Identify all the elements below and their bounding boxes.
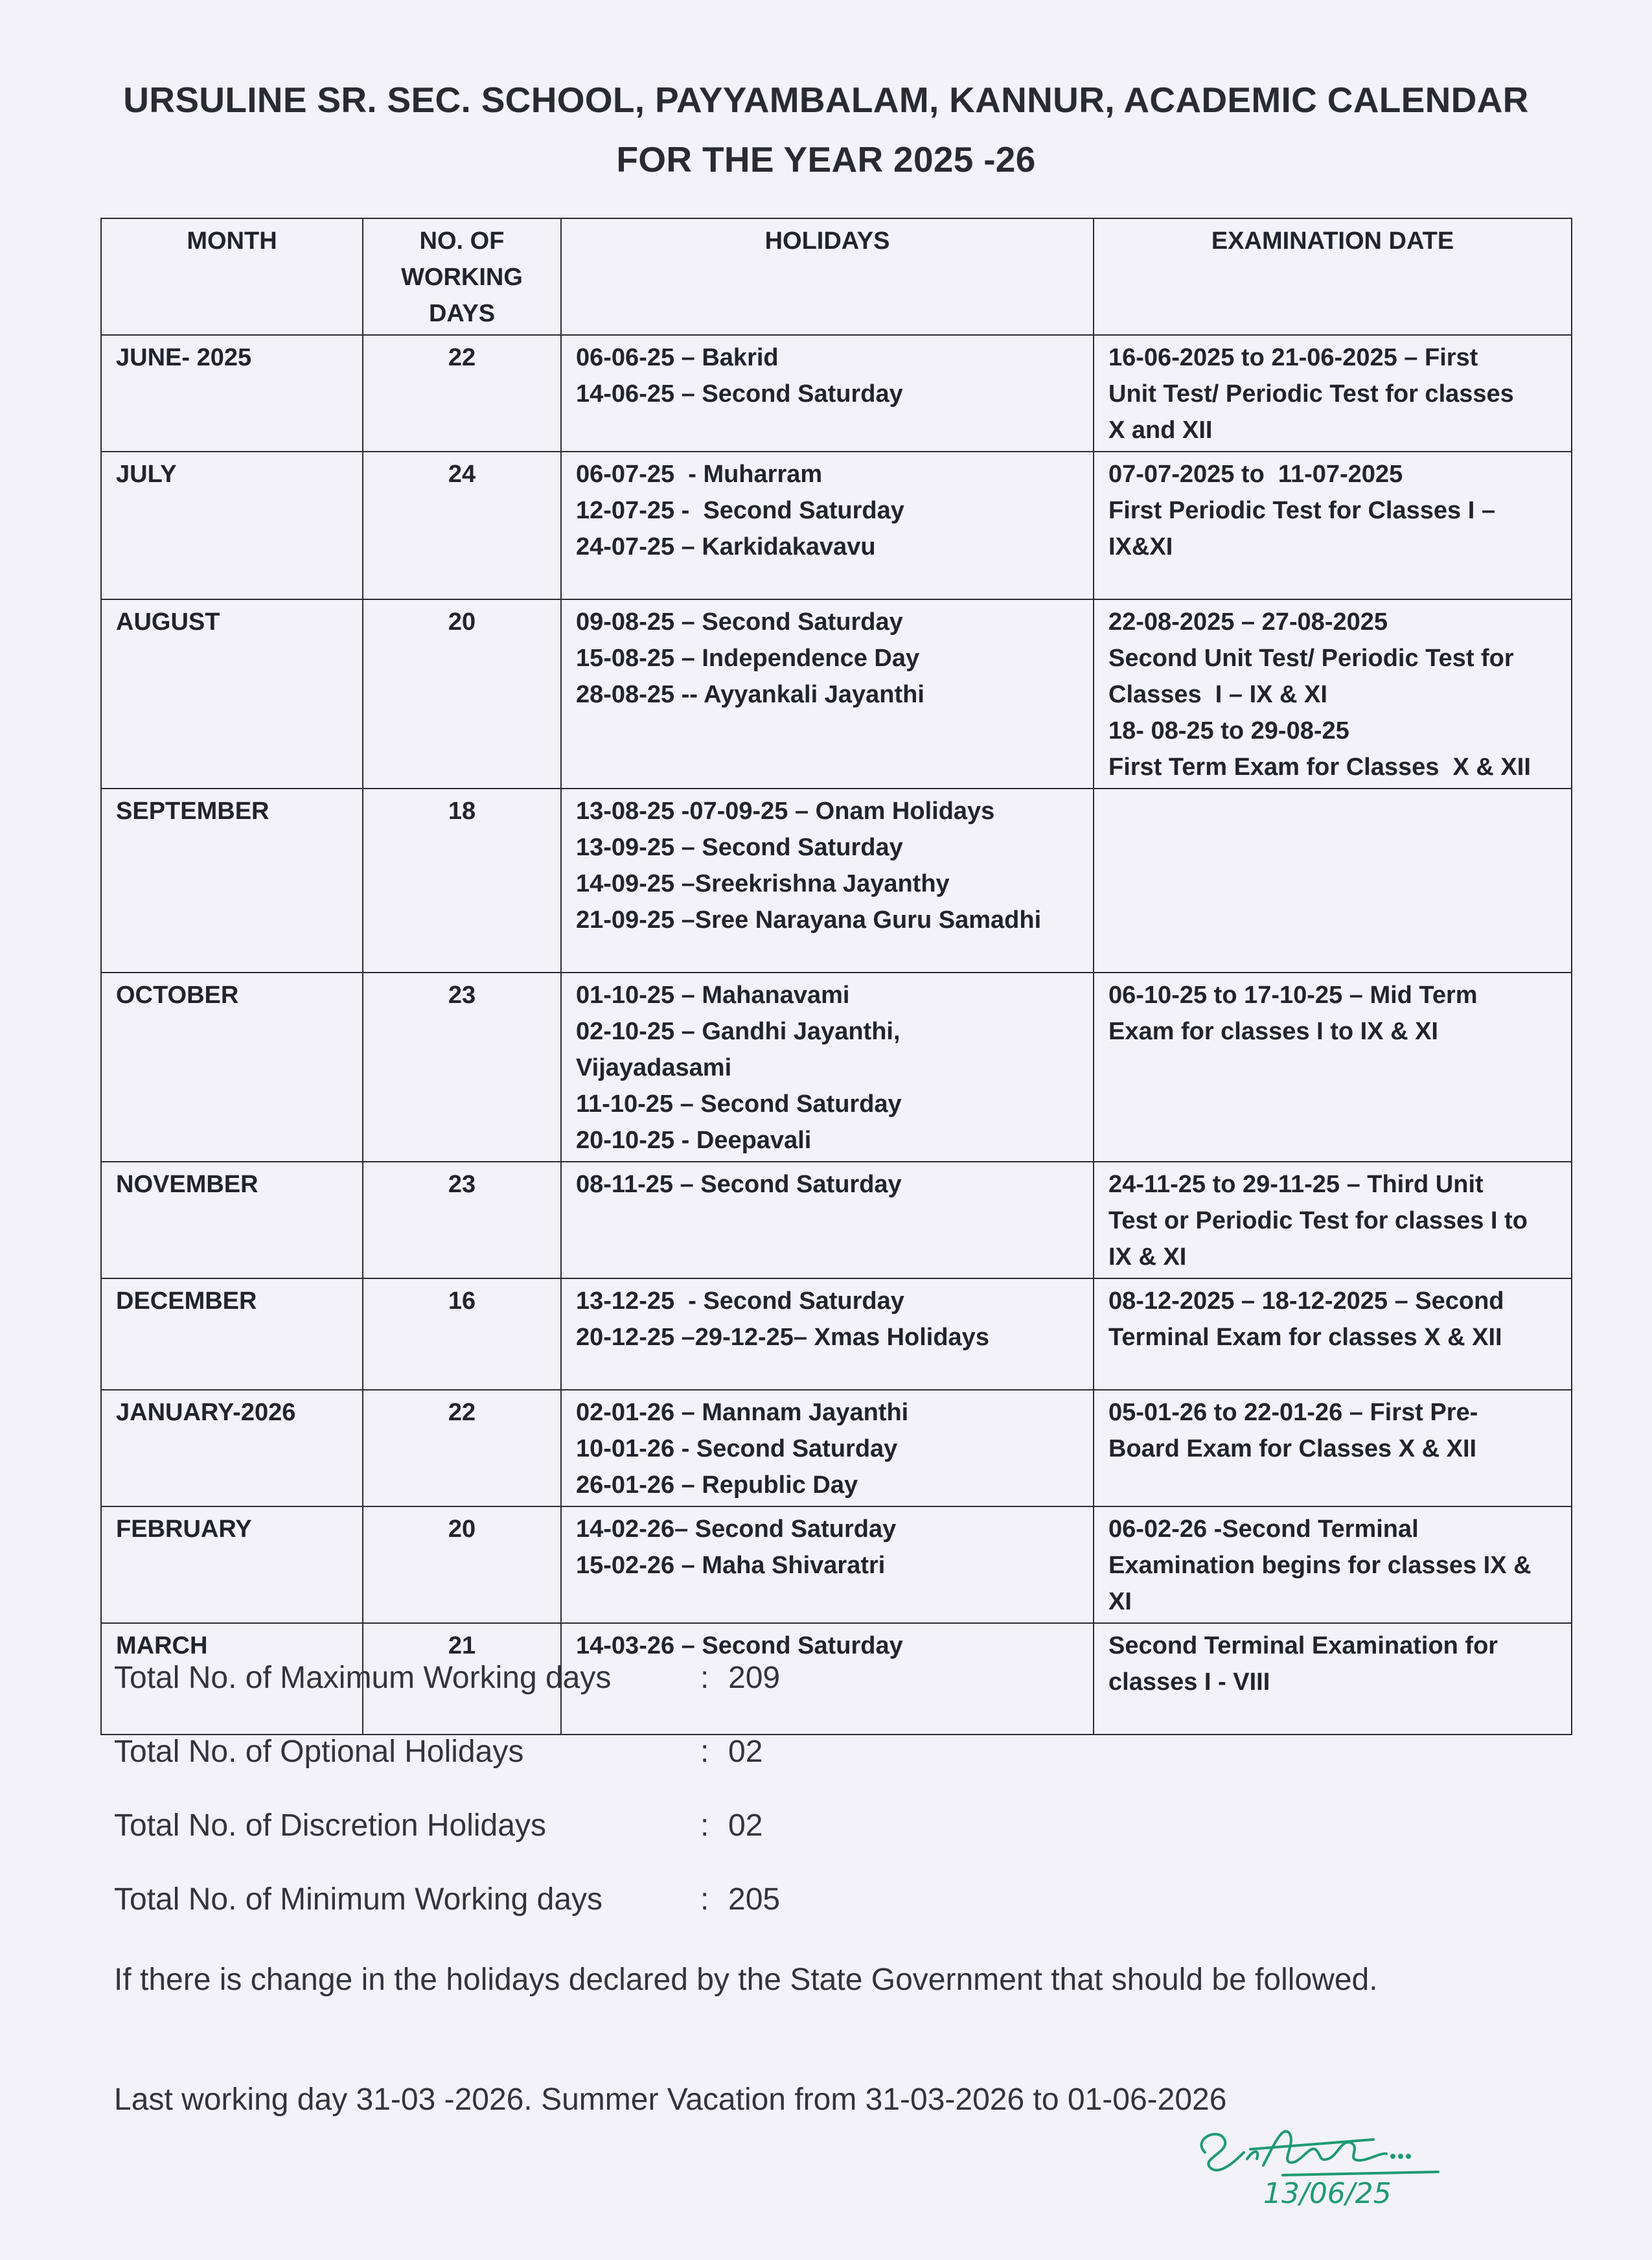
holiday-line: 21-09-25 –Sree Narayana Guru Samadhi <box>576 906 1042 934</box>
holiday-line: 13-09-25 – Second Saturday <box>576 834 903 861</box>
holiday-line: 20-12-25 –29-12-25– Xmas Holidays <box>576 1324 989 1351</box>
table-row <box>101 1278 1572 1390</box>
table-row <box>101 1390 1572 1506</box>
cell-exam-date <box>1094 599 1572 789</box>
holiday-line: 15-02-26 – Maha Shivaratri <box>576 1552 886 1579</box>
exam-line: Terminal Exam for classes X & XII <box>1108 1324 1502 1351</box>
table-row <box>101 1162 1572 1278</box>
cell-working-days: 18 <box>363 789 561 973</box>
holiday-line: 02-01-26 – Mannam Jayanthi <box>576 1399 909 1426</box>
cell-month: JUNE- 2025 <box>101 335 363 452</box>
exam-line: IX & XI <box>1108 1243 1187 1271</box>
holiday-line: 28-08-25 -- Ayyankali Jayanthi <box>576 681 924 708</box>
signature-graphic <box>1192 2114 1464 2211</box>
header-month: MONTH <box>101 218 363 335</box>
signature <box>1192 2114 1464 2211</box>
holiday-line: 14-03-26 – Second Saturday <box>576 1632 903 1659</box>
cell-holidays <box>561 599 1094 789</box>
holiday-line: 08-11-25 – Second Saturday <box>576 1171 902 1198</box>
cell-working-days: 20 <box>363 599 561 789</box>
exam-line: First Term Exam for Classes X & XII <box>1108 754 1531 781</box>
exam-line: First Periodic Test for Classes I – <box>1108 497 1495 524</box>
summary-label: Total No. of Discretion Holidays <box>114 1808 546 1843</box>
cell-month: DECEMBER <box>101 1278 363 1390</box>
cell-exam-date <box>1094 452 1572 599</box>
holiday-line: 14-09-25 –Sreekrishna Jayanthy <box>576 870 950 897</box>
cell-holidays <box>561 452 1094 599</box>
summary-value: 02 <box>728 1808 763 1843</box>
cell-exam-date <box>1094 1390 1572 1506</box>
cell-exam-date <box>1094 973 1572 1162</box>
cell-month: NOVEMBER <box>101 1162 363 1278</box>
cell-holidays <box>561 1506 1094 1623</box>
header-exam-date: EXAMINATION DATE <box>1094 218 1572 335</box>
cell-working-days: 23 <box>363 973 561 1162</box>
exam-line: Test or Periodic Test for classes I to <box>1108 1207 1528 1234</box>
holiday-line: 13-12-25 - Second Saturday <box>576 1287 904 1315</box>
holiday-line: Vijayadasami <box>576 1054 732 1081</box>
summary-colon: : <box>700 1735 709 1769</box>
holiday-line: 11-10-25 – Second Saturday <box>576 1090 902 1118</box>
summary-colon: : <box>700 1661 709 1695</box>
exam-line: IX&XI <box>1108 533 1173 560</box>
holiday-line: 26-01-26 – Republic Day <box>576 1471 858 1499</box>
cell-month: SEPTEMBER <box>101 789 363 973</box>
exam-line: X and XII <box>1108 417 1213 444</box>
table-row <box>101 1506 1572 1623</box>
summary-label: Total No. of Maximum Working days <box>114 1661 612 1695</box>
summary-row <box>114 1808 1572 1882</box>
exam-line: 05-01-26 to 22-01-26 – First Pre- <box>1108 1399 1478 1426</box>
cell-exam-date <box>1094 789 1572 973</box>
holiday-line: 01-10-25 – Mahanavami <box>576 982 850 1009</box>
title-line-1: URSULINE SR. SEC. SCHOOL, PAYYAMBALAM, KANNUR, ACADEMIC CALENDAR <box>123 80 1529 120</box>
summary-block <box>114 1660 1572 1955</box>
summary-row <box>114 1734 1572 1808</box>
cell-holidays <box>561 1390 1094 1506</box>
cell-working-days: 24 <box>363 452 561 599</box>
holiday-line: 06-06-25 – Bakrid <box>576 344 779 371</box>
cell-month: MARCH <box>101 1623 363 1735</box>
cell-exam-date <box>1094 335 1572 452</box>
exam-line: XI <box>1108 1588 1132 1615</box>
header-holidays: HOLIDAYS <box>561 218 1094 335</box>
note-last-working-day: Last working day 31-03 -2026. Summer Vacation from 31-03-2026 to 01-06-2026 <box>114 2082 1227 2117</box>
calendar-table <box>100 218 1572 1735</box>
exam-line: Second Unit Test/ Periodic Test for <box>1108 645 1514 672</box>
title-line-2: FOR THE YEAR 2025 -26 <box>616 139 1036 179</box>
holiday-line: 06-07-25 - Muharram <box>576 461 823 488</box>
holiday-line: 10-01-26 - Second Saturday <box>576 1435 898 1462</box>
cell-month: JULY <box>101 452 363 599</box>
exam-line: Second Terminal Examination for <box>1108 1632 1498 1659</box>
exam-line: 07-07-2025 to 11-07-2025 <box>1108 461 1403 488</box>
header-working-days-line1: NO. OF <box>419 227 505 255</box>
header-working-days <box>363 218 561 335</box>
exam-line: 24-11-25 to 29-11-25 – Third Unit <box>1108 1171 1484 1198</box>
summary-value: 02 <box>728 1735 763 1769</box>
summary-row <box>114 1882 1572 1955</box>
summary-colon: : <box>700 1808 709 1843</box>
exam-line: 08-12-2025 – 18-12-2025 – Second <box>1108 1287 1504 1315</box>
summary-colon: : <box>700 1882 709 1917</box>
header-working-days-line2: WORKING <box>401 264 523 291</box>
table-row <box>101 789 1572 973</box>
exam-line: 18- 08-25 to 29-08-25 <box>1108 717 1349 744</box>
cell-working-days: 21 <box>363 1623 561 1735</box>
holiday-line: 13-08-25 -07-09-25 – Onam Holidays <box>576 798 995 825</box>
cell-working-days: 20 <box>363 1506 561 1623</box>
cell-working-days: 22 <box>363 1390 561 1506</box>
summary-label: Total No. of Minimum Working days <box>114 1882 603 1917</box>
cell-working-days: 23 <box>363 1162 561 1278</box>
header-row <box>101 218 1572 335</box>
calendar-body <box>101 335 1572 1735</box>
cell-holidays <box>561 1162 1094 1278</box>
cell-working-days: 16 <box>363 1278 561 1390</box>
note-holiday-change: If there is change in the holidays declared by the State Government that should be followed. <box>114 1963 1378 1997</box>
exam-line: 06-10-25 to 17-10-25 – Mid Term <box>1108 982 1478 1009</box>
table-row <box>101 599 1572 789</box>
holiday-line: 09-08-25 – Second Saturday <box>576 608 903 636</box>
cell-holidays <box>561 1278 1094 1390</box>
cell-month: AUGUST <box>101 599 363 789</box>
holiday-line: 14-06-25 – Second Saturday <box>576 380 903 408</box>
header-working-days-line3: DAYS <box>428 300 496 327</box>
cell-holidays <box>561 789 1094 973</box>
exam-line: 16-06-2025 to 21-06-2025 – First <box>1108 344 1478 371</box>
summary-label: Total No. of Optional Holidays <box>114 1735 524 1769</box>
exam-line: 06-02-26 -Second Terminal <box>1108 1516 1419 1543</box>
holiday-line: 20-10-25 - Deepavali <box>576 1127 812 1154</box>
holiday-line: 02-10-25 – Gandhi Jayanthi, <box>576 1018 901 1045</box>
exam-line: Unit Test/ Periodic Test for classes <box>1108 380 1514 408</box>
cell-holidays <box>561 335 1094 452</box>
cell-holidays <box>561 973 1094 1162</box>
holiday-line: 24-07-25 – Karkidakavavu <box>576 533 876 560</box>
cell-exam-date <box>1094 1278 1572 1390</box>
exam-line: classes I - VIII <box>1108 1668 1270 1696</box>
cell-exam-date <box>1094 1162 1572 1278</box>
signature-date: 13/06/25 <box>1263 2177 1392 2210</box>
exam-line: Examination begins for classes IX & <box>1108 1552 1532 1579</box>
cell-month: OCTOBER <box>101 973 363 1162</box>
holiday-line: 12-07-25 - Second Saturday <box>576 497 904 524</box>
exam-line: Classes I – IX & XI <box>1108 681 1327 708</box>
exam-line: Board Exam for Classes X & XII <box>1108 1435 1477 1462</box>
summary-value: 209 <box>728 1661 781 1695</box>
holiday-line: 15-08-25 – Independence Day <box>576 645 920 672</box>
summary-value: 205 <box>728 1882 781 1917</box>
cell-month: JANUARY-2026 <box>101 1390 363 1506</box>
table-row <box>101 335 1572 452</box>
cell-working-days: 22 <box>363 335 561 452</box>
table-row <box>101 452 1572 599</box>
exam-line: Exam for classes I to IX & XI <box>1108 1018 1438 1045</box>
holiday-line: 14-02-26– Second Saturday <box>576 1516 897 1543</box>
page-title <box>0 70 1652 189</box>
exam-line: 22-08-2025 – 27-08-2025 <box>1108 608 1388 636</box>
summary-row <box>114 1660 1572 1734</box>
cell-exam-date <box>1094 1506 1572 1623</box>
table-row <box>101 973 1572 1162</box>
cell-month: FEBRUARY <box>101 1506 363 1623</box>
